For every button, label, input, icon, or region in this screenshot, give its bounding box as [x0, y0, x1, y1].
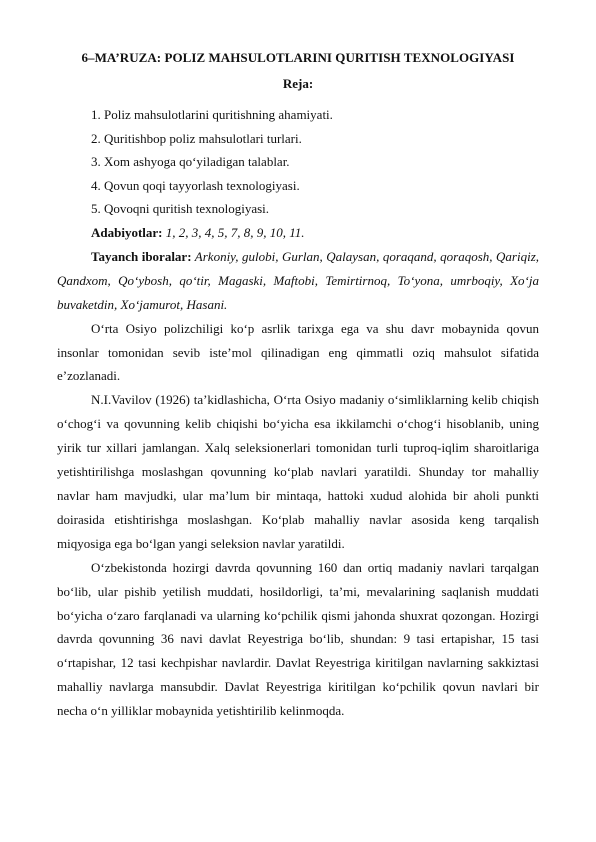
key-terms-label: Tayanch iboralar:	[91, 248, 192, 264]
plan-item: 3. Xom ashyoga qo‘yiladigan talablar.	[91, 154, 290, 170]
paragraph: O‘zbekistonda hozirgi davrda qovunning 160 dan ortiq madaniy navlari tarqalgan bo‘lib, ular pishib yetilish muddati, hosildorligi, ta’mi, mevalarining saqlanish muddati bo‘yicha o‘zaro farqlanadi va ularning ko‘pchilik qismi jahonda shuxrat qozongan. Hozirgi davrda qovunning 36 navi davlat Reyestriga bo‘lib, shundan: 9 tasi ertapishar, 15 tasi o‘rtapishar, 12 tasi kechpishar navlardir. Davlat Reyestriga kiritilgan navlarning sakkiztasi mahalliy navlarga mansubdir. Davlat Reyestriga kiritilgan ko‘pchilik qovun navlari bir necha o‘n yilliklar mobaynida yetishtirilib kelinmoqda.	[57, 559, 539, 719]
paragraph: O‘rta Osiyo polizchiligi ko‘p asrlik tarixga ega va shu davr mobaynida qovun insonlar tomonidan sevib iste’mol qilinadigan eng qimmatli oziq mahsulot sifatida e’zozlanadi.	[57, 320, 539, 384]
key-terms-value: Arkoniy, gulobi, Gurlan, Qalaysan, qoraqand, qoraqosh, Qariqiz, Qandxom, Qo‘ybosh, qo‘tir, Magaski, Maftobi, Temirtirnoq, To‘yona, umrboqiy, Xo‘ja buvaketdin, Xo‘jamurot, Hasani.	[57, 248, 539, 312]
literature-value: 1, 2, 3, 4, 5, 7, 8, 9, 10, 11.	[162, 225, 305, 240]
plan-item: 4. Qovun qoqi tayyorlash texnologiyasi.	[91, 177, 300, 193]
literature-line	[57, 221, 539, 245]
body-text	[57, 221, 539, 723]
paragraph: N.I.Vavilov (1926) ta’kidlashicha, O‘rta Osiyo madaniy o‘simliklarning kelib chiqish o‘chog‘i va qovunning kelib chiqishi bo‘yicha esa ikkilamchi o‘chog‘i hisoblanib, uning yirik tur xillari jamlangan. Xalq seleksionerlari tomonidan turli tuproq-iqlim sharoitlariga yetishtirilishga moslashgan qovunning ko‘plab navlari yaratildi. Shunday tor mahalliy navlar ham mavjudki, ular ma’lum bir mintaqa, hattoki xudud alohida bir aholi punkti doirasida etishtirishga moslashgan. Ko‘plab mahalliy navlar asosida keng tarqalish miqyosiga ega bo‘lgan yangi seleksion navlar yaratildi.	[57, 392, 539, 551]
key-terms-paragraph	[57, 245, 539, 317]
plan-heading: Reja:	[282, 76, 314, 91]
lecture-title: 6–MA’RUZA: POLIZ MAHSULOTLARINI QURITISH TEXNOLOGIYASI	[81, 50, 515, 65]
plan-item: 5. Qovoqni quritish texnologiyasi.	[91, 201, 270, 217]
literature-label: Adabiyotlar:	[91, 225, 163, 240]
plan-list	[91, 103, 333, 221]
plan-item: 1. Poliz mahsulotlarini quritishning ahamiyati.	[91, 107, 333, 122]
plan-item: 2. Quritishbop poliz mahsulotlari turlari.	[91, 130, 302, 146]
